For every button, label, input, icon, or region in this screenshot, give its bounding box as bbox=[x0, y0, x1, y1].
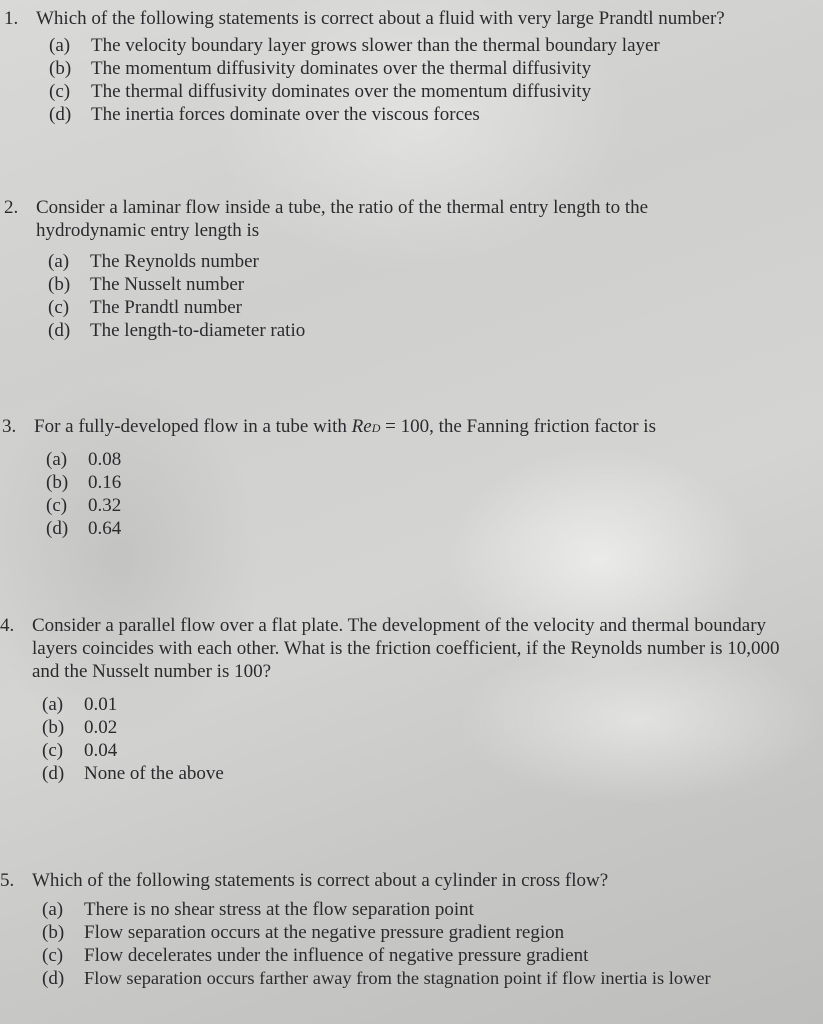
reynolds-subscript: D bbox=[371, 421, 381, 435]
option-a bbox=[42, 898, 810, 921]
option-letter: (a) bbox=[49, 35, 71, 56]
question-number: 2. bbox=[4, 197, 19, 218]
option-letter: (b) bbox=[42, 717, 65, 738]
option-c bbox=[42, 944, 810, 967]
option-letter: (d) bbox=[48, 320, 71, 341]
option-text: The length-to-diameter ratio bbox=[90, 320, 306, 341]
option-letter: (d) bbox=[42, 763, 65, 784]
question-1 bbox=[4, 7, 794, 126]
option-letter: (c) bbox=[42, 740, 64, 761]
option-text: 0.32 bbox=[88, 495, 122, 516]
option-letter: (c) bbox=[42, 945, 64, 966]
option-d bbox=[46, 517, 792, 540]
option-text: 0.01 bbox=[84, 694, 118, 715]
option-letter: (b) bbox=[42, 922, 65, 943]
option-letter: (c) bbox=[49, 81, 71, 102]
option-letter: (d) bbox=[46, 518, 69, 539]
option-text: None of the above bbox=[84, 763, 224, 784]
option-c bbox=[49, 80, 794, 103]
option-text: 0.04 bbox=[84, 740, 118, 761]
question-5-stem bbox=[0, 869, 810, 892]
option-text: The momentum diffusivity dominates over the thermal diffusivity bbox=[91, 58, 592, 79]
options-list bbox=[49, 34, 794, 126]
option-letter: (a) bbox=[48, 251, 70, 272]
question-4-stem bbox=[0, 614, 800, 683]
question-text: Which of the following statements is correct about a fluid with very large Prandtl number? bbox=[36, 8, 725, 29]
question-text-before: For a fully-developed flow in a tube with bbox=[34, 416, 352, 437]
question-number: 1. bbox=[4, 8, 19, 29]
option-text: Flow separation occurs farther away from the stagnation point if flow inertia is lower bbox=[84, 968, 711, 988]
question-text: Which of the following statements is correct about a cylinder in cross flow? bbox=[32, 870, 609, 891]
question-number: 5. bbox=[0, 870, 15, 891]
question-number: 3. bbox=[2, 416, 17, 437]
option-text: The inertia forces dominate over the viscous forces bbox=[91, 104, 480, 125]
option-d bbox=[42, 967, 810, 990]
option-letter: (a) bbox=[46, 449, 68, 470]
options-list bbox=[48, 250, 794, 342]
option-d bbox=[48, 319, 794, 342]
option-letter: (a) bbox=[42, 694, 64, 715]
option-letter: (b) bbox=[46, 472, 69, 493]
option-d bbox=[49, 103, 794, 126]
question-number: 4. bbox=[0, 615, 15, 636]
reynolds-symbol: Re bbox=[351, 416, 372, 437]
option-text: Flow separation occurs at the negative pressure gradient region bbox=[84, 922, 565, 943]
option-letter: (a) bbox=[42, 899, 64, 920]
option-text: The Nusselt number bbox=[90, 274, 245, 295]
options-list bbox=[42, 693, 800, 785]
option-letter: (d) bbox=[42, 968, 65, 989]
option-text: 0.02 bbox=[84, 717, 118, 738]
option-letter: (d) bbox=[49, 104, 72, 125]
question-text: Consider a laminar flow inside a tube, the ratio of the thermal entry length to the hydrodynamic entry length is bbox=[36, 197, 649, 241]
option-a bbox=[46, 448, 792, 471]
question-4 bbox=[0, 614, 800, 785]
option-a bbox=[48, 250, 794, 273]
option-text: There is no shear stress at the flow separation point bbox=[84, 899, 474, 920]
question-text-after: = 100, the Fanning friction factor is bbox=[380, 416, 656, 437]
option-b bbox=[42, 716, 800, 739]
question-2-stem bbox=[4, 196, 794, 242]
option-text: 0.64 bbox=[88, 518, 122, 539]
option-d bbox=[42, 762, 800, 785]
option-text: The Prandtl number bbox=[90, 297, 242, 318]
option-b bbox=[49, 57, 794, 80]
option-text: 0.08 bbox=[88, 449, 122, 470]
option-text: 0.16 bbox=[88, 472, 122, 493]
option-b bbox=[48, 273, 794, 296]
option-letter: (b) bbox=[49, 58, 72, 79]
option-letter: (c) bbox=[48, 297, 70, 318]
option-c bbox=[46, 494, 792, 517]
question-5 bbox=[0, 869, 810, 990]
option-a bbox=[49, 34, 794, 57]
option-letter: (b) bbox=[48, 274, 71, 295]
question-1-stem bbox=[4, 7, 794, 30]
options-list bbox=[46, 448, 792, 540]
question-3-stem bbox=[2, 415, 792, 440]
option-c bbox=[48, 296, 794, 319]
option-a bbox=[42, 693, 800, 716]
question-text: Consider a parallel flow over a flat plate. The development of the velocity and thermal boundary layers coincides with each other. What is the friction coefficient, if the Reynolds number is 10,000 and the Nusselt number is 100? bbox=[32, 615, 780, 682]
question-3 bbox=[2, 415, 792, 540]
option-text: The velocity boundary layer grows slower than the thermal boundary layer bbox=[91, 35, 660, 56]
option-b bbox=[42, 921, 810, 944]
question-text bbox=[34, 415, 792, 440]
option-letter: (c) bbox=[46, 495, 68, 516]
option-text: Flow decelerates under the influence of negative pressure gradient bbox=[84, 945, 589, 966]
option-text: The thermal diffusivity dominates over the momentum diffusivity bbox=[91, 81, 592, 102]
question-2 bbox=[4, 196, 794, 342]
option-c bbox=[42, 739, 800, 762]
option-b bbox=[46, 471, 792, 494]
options-list bbox=[42, 898, 810, 990]
option-text: The Reynolds number bbox=[90, 251, 259, 272]
